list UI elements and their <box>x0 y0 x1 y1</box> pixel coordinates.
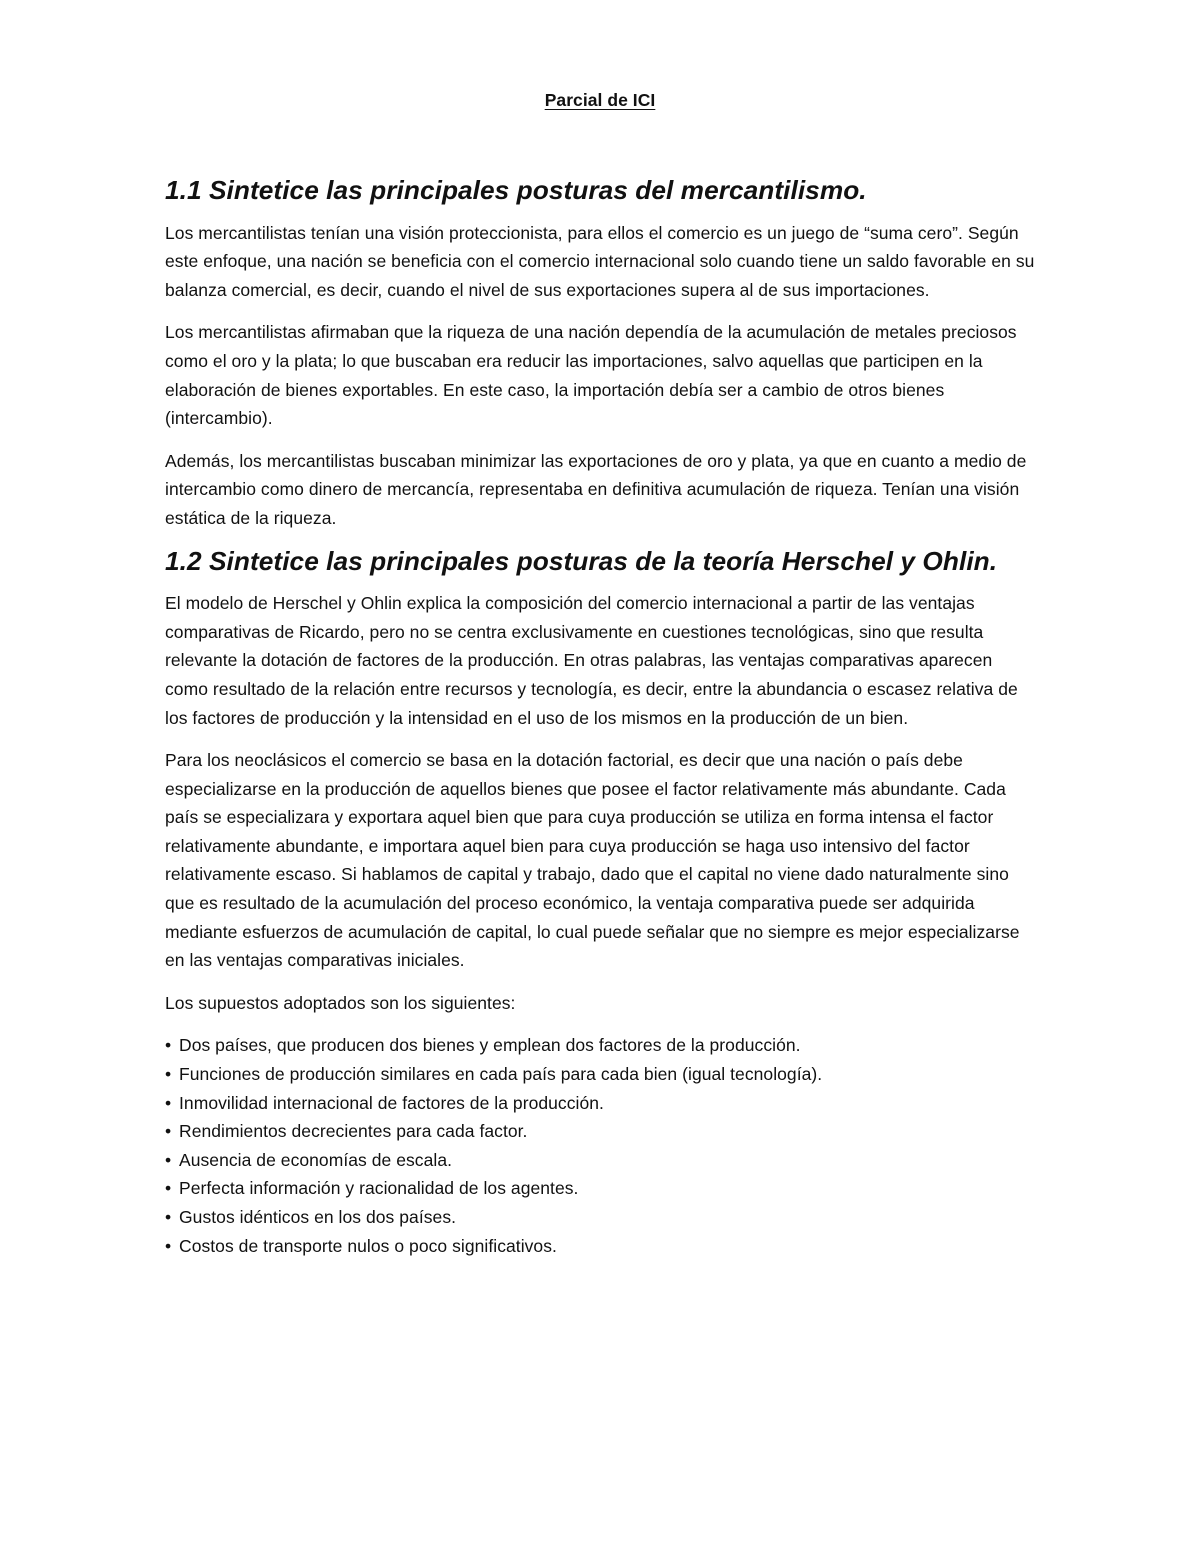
assumption-item <box>165 1174 1035 1203</box>
assumption-item <box>165 1060 1035 1089</box>
assumption-text: Dos países, que producen dos bienes y emplean dos factores de la producción. <box>179 1035 801 1056</box>
bullet-mark: • <box>165 1121 172 1142</box>
assumption-text: Costos de transporte nulos o poco significativos. <box>179 1235 557 1256</box>
assumption-text: Perfecta información y racionalidad de los agentes. <box>179 1178 579 1199</box>
document-body <box>165 86 1035 1260</box>
bullet-mark: • <box>165 1092 172 1113</box>
assumption-item <box>165 1203 1035 1232</box>
assumption-item <box>165 1117 1035 1146</box>
paragraph-mercantilism-2: Los mercantilistas afirmaban que la riqueza de una nación dependía de la acumulación de metales preciosos como el oro y la plata; lo que buscaban era reducir las importaciones, salvo aquellas que participen en la elaboración de bienes exportables. En este caso, la importación debía ser a cambio de otros bienes (intercambio). <box>165 322 1017 429</box>
assumption-text: Rendimientos decrecientes para cada factor. <box>179 1121 528 1142</box>
section-heading-1-1: 1.1 Sintetice las principales posturas del mercantilismo. <box>165 175 867 205</box>
section-heading-1-2: 1.2 Sintetice las principales posturas de la teoría Herschel y Ohlin. <box>165 545 998 576</box>
bullet-mark: • <box>165 1149 172 1170</box>
assumptions-list <box>165 1031 1035 1260</box>
assumption-item <box>165 1232 1035 1261</box>
bullet-mark: • <box>165 1035 172 1056</box>
document-title: Parcial de ICI <box>544 90 656 110</box>
paragraph-mercantilism-3: Además, los mercantilistas buscaban minimizar las exportaciones de oro y plata, ya que en cuanto a medio de intercambio como dinero de mercancía, representaba en definitiva acumulación de riqueza. Tenían una visión estática de la riqueza. <box>165 450 1027 528</box>
bullet-mark: • <box>165 1178 172 1199</box>
assumption-item <box>165 1031 1035 1060</box>
bullet-mark: • <box>165 1235 172 1256</box>
assumption-text: Ausencia de economías de escala. <box>179 1149 453 1170</box>
paragraph-assumptions-intro: Los supuestos adoptados son los siguientes: <box>165 992 516 1013</box>
paragraph-herschel-ohlin-2: Para los neoclásicos el comercio se basa en la dotación factorial, es decir que una nación o país debe especializarse en la producción de aquellos bienes que posee el factor relativamente más abundante. Cada país se especializara y exportara aquel bien que para cuya producción se utiliza en forma intensa el factor relativamente abundante, e importara aquel bien para cuya producción se haga uso intensivo del factor relativamente escaso. Si hablamos de capital y trabajo, dado que el capital no viene dado naturalmente sino que es resultado de la acumulación del proceso económico, la ventaja comparativa puede ser adquirida mediante esfuerzos de acumulación de capital, lo cual puede señalar que no siempre es mejor especializarse en las ventajas comparativas iniciales. <box>165 750 1020 971</box>
assumption-text: Gustos idénticos en los dos países. <box>179 1207 457 1227</box>
assumption-text: Inmovilidad internacional de factores de la producción. <box>179 1092 604 1113</box>
bullet-mark: • <box>165 1207 172 1227</box>
bullet-mark: • <box>165 1064 172 1085</box>
assumption-item <box>165 1146 1035 1175</box>
assumption-text: Funciones de producción similares en cada país para cada bien (igual tecnología). <box>179 1064 823 1085</box>
paragraph-herschel-ohlin-1: El modelo de Herschel y Ohlin explica la composición del comercio internacional a partir de las ventajas comparativas de Ricardo, pero no se centra exclusivamente en cuestiones tecnológicas, sino que resulta relevante la dotación de factores de la producción. En otras palabras, las ventajas comparativas aparecen como resultado de la relación entre recursos y tecnología, es decir, entre la abundancia o escasez relativa de los factores de producción y la intensidad en el uso de los mismos en la producción de un bien. <box>165 593 1018 728</box>
assumption-item <box>165 1089 1035 1118</box>
paragraph-mercantilism-1: Los mercantilistas tenían una visión proteccionista, para ellos el comercio es un juego de “suma cero”. Según este enfoque, una nación se beneficia con el comercio internacional solo cuando tiene un saldo favorable en su balanza comercial, es decir, cuando el nivel de sus exportaciones supera al de sus importaciones. <box>165 222 1035 300</box>
